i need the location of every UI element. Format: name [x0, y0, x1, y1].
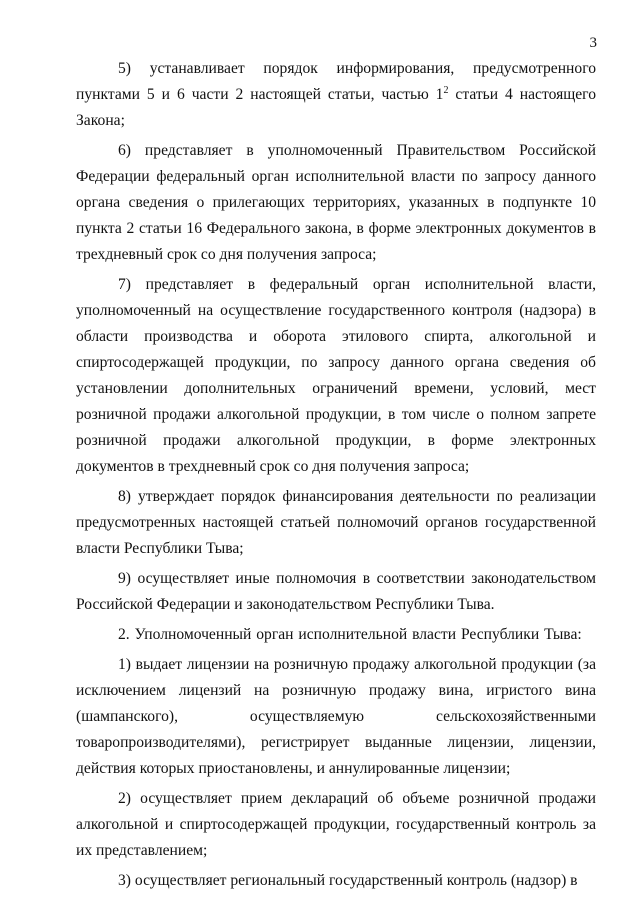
- section-heading-2: 2. Уполномоченный орган исполнительной власти Республики Тыва:: [118, 626, 582, 643]
- document-body: [76, 56, 596, 894]
- paragraph-text: 5) устанавливает порядок информирования, предусмотренного пунктами 5 и 6 части 2 настоящей статьи, частью 1: [76, 60, 596, 103]
- page-number: 3: [589, 35, 597, 51]
- paragraph-item-7: 7) представляет в федеральный орган исполнительной власти, уполномоченный на осуществление государственного контроля (надзора) в области производства и оборота этилового спирта, алкогольной и спиртосодержащей продукции, по запросу данного органа сведения об установлении дополнительных ограничений времени, условий, мест розничной продажи алкогольной продукции, в том числе о полном запрете розничной продажи алкогольной продукции, в форме электронных документов в трехдневный срок со дня получения запроса;: [76, 276, 596, 475]
- paragraph-item-8: 8) утверждает порядок финансирования деятельности по реализации предусмотренных настоящей статьей полномочий органов государственной власти Республики Тыва;: [76, 488, 596, 557]
- paragraph-subitem-2: 2) осуществляет прием деклараций об объеме розничной продажи алкогольной и спиртосодержащей продукции, государственный контроль за их представлением;: [76, 790, 596, 859]
- superscript: 2: [443, 84, 449, 96]
- paragraph-item-6: 6) представляет в уполномоченный Правительством Российской Федерации федеральный орган исполнительной власти по запросу данного органа сведения о прилегающих территориях, указанных в подпункте 10 пункта 2 статьи 16 Федерального закона, в форме электронных документов в трехдневный срок со дня получения запроса;: [76, 142, 596, 263]
- paragraph-text: статьи 4 настоящего Закона;: [76, 86, 596, 129]
- paragraph-item-9: 9) осуществляет иные полномочия в соответствии законодательством Российской Федерации и законодательством Республики Тыва.: [76, 570, 596, 613]
- paragraph-subitem-3: 3) осуществляет региональный государственный контроль (надзор) в: [118, 872, 578, 889]
- paragraph-item-5: [76, 56, 596, 134]
- paragraph-subitem-1: 1) выдает лицензии на розничную продажу алкогольной продукции (за исключением лицензий на розничную продажу вина, игристого вина (шампанского), осуществляемую сельскохозяйственными товаропроизводителями), регистрирует выданные лицензии, лицензии, действия которых приостановлены, и аннулированные лицензии;: [76, 656, 596, 777]
